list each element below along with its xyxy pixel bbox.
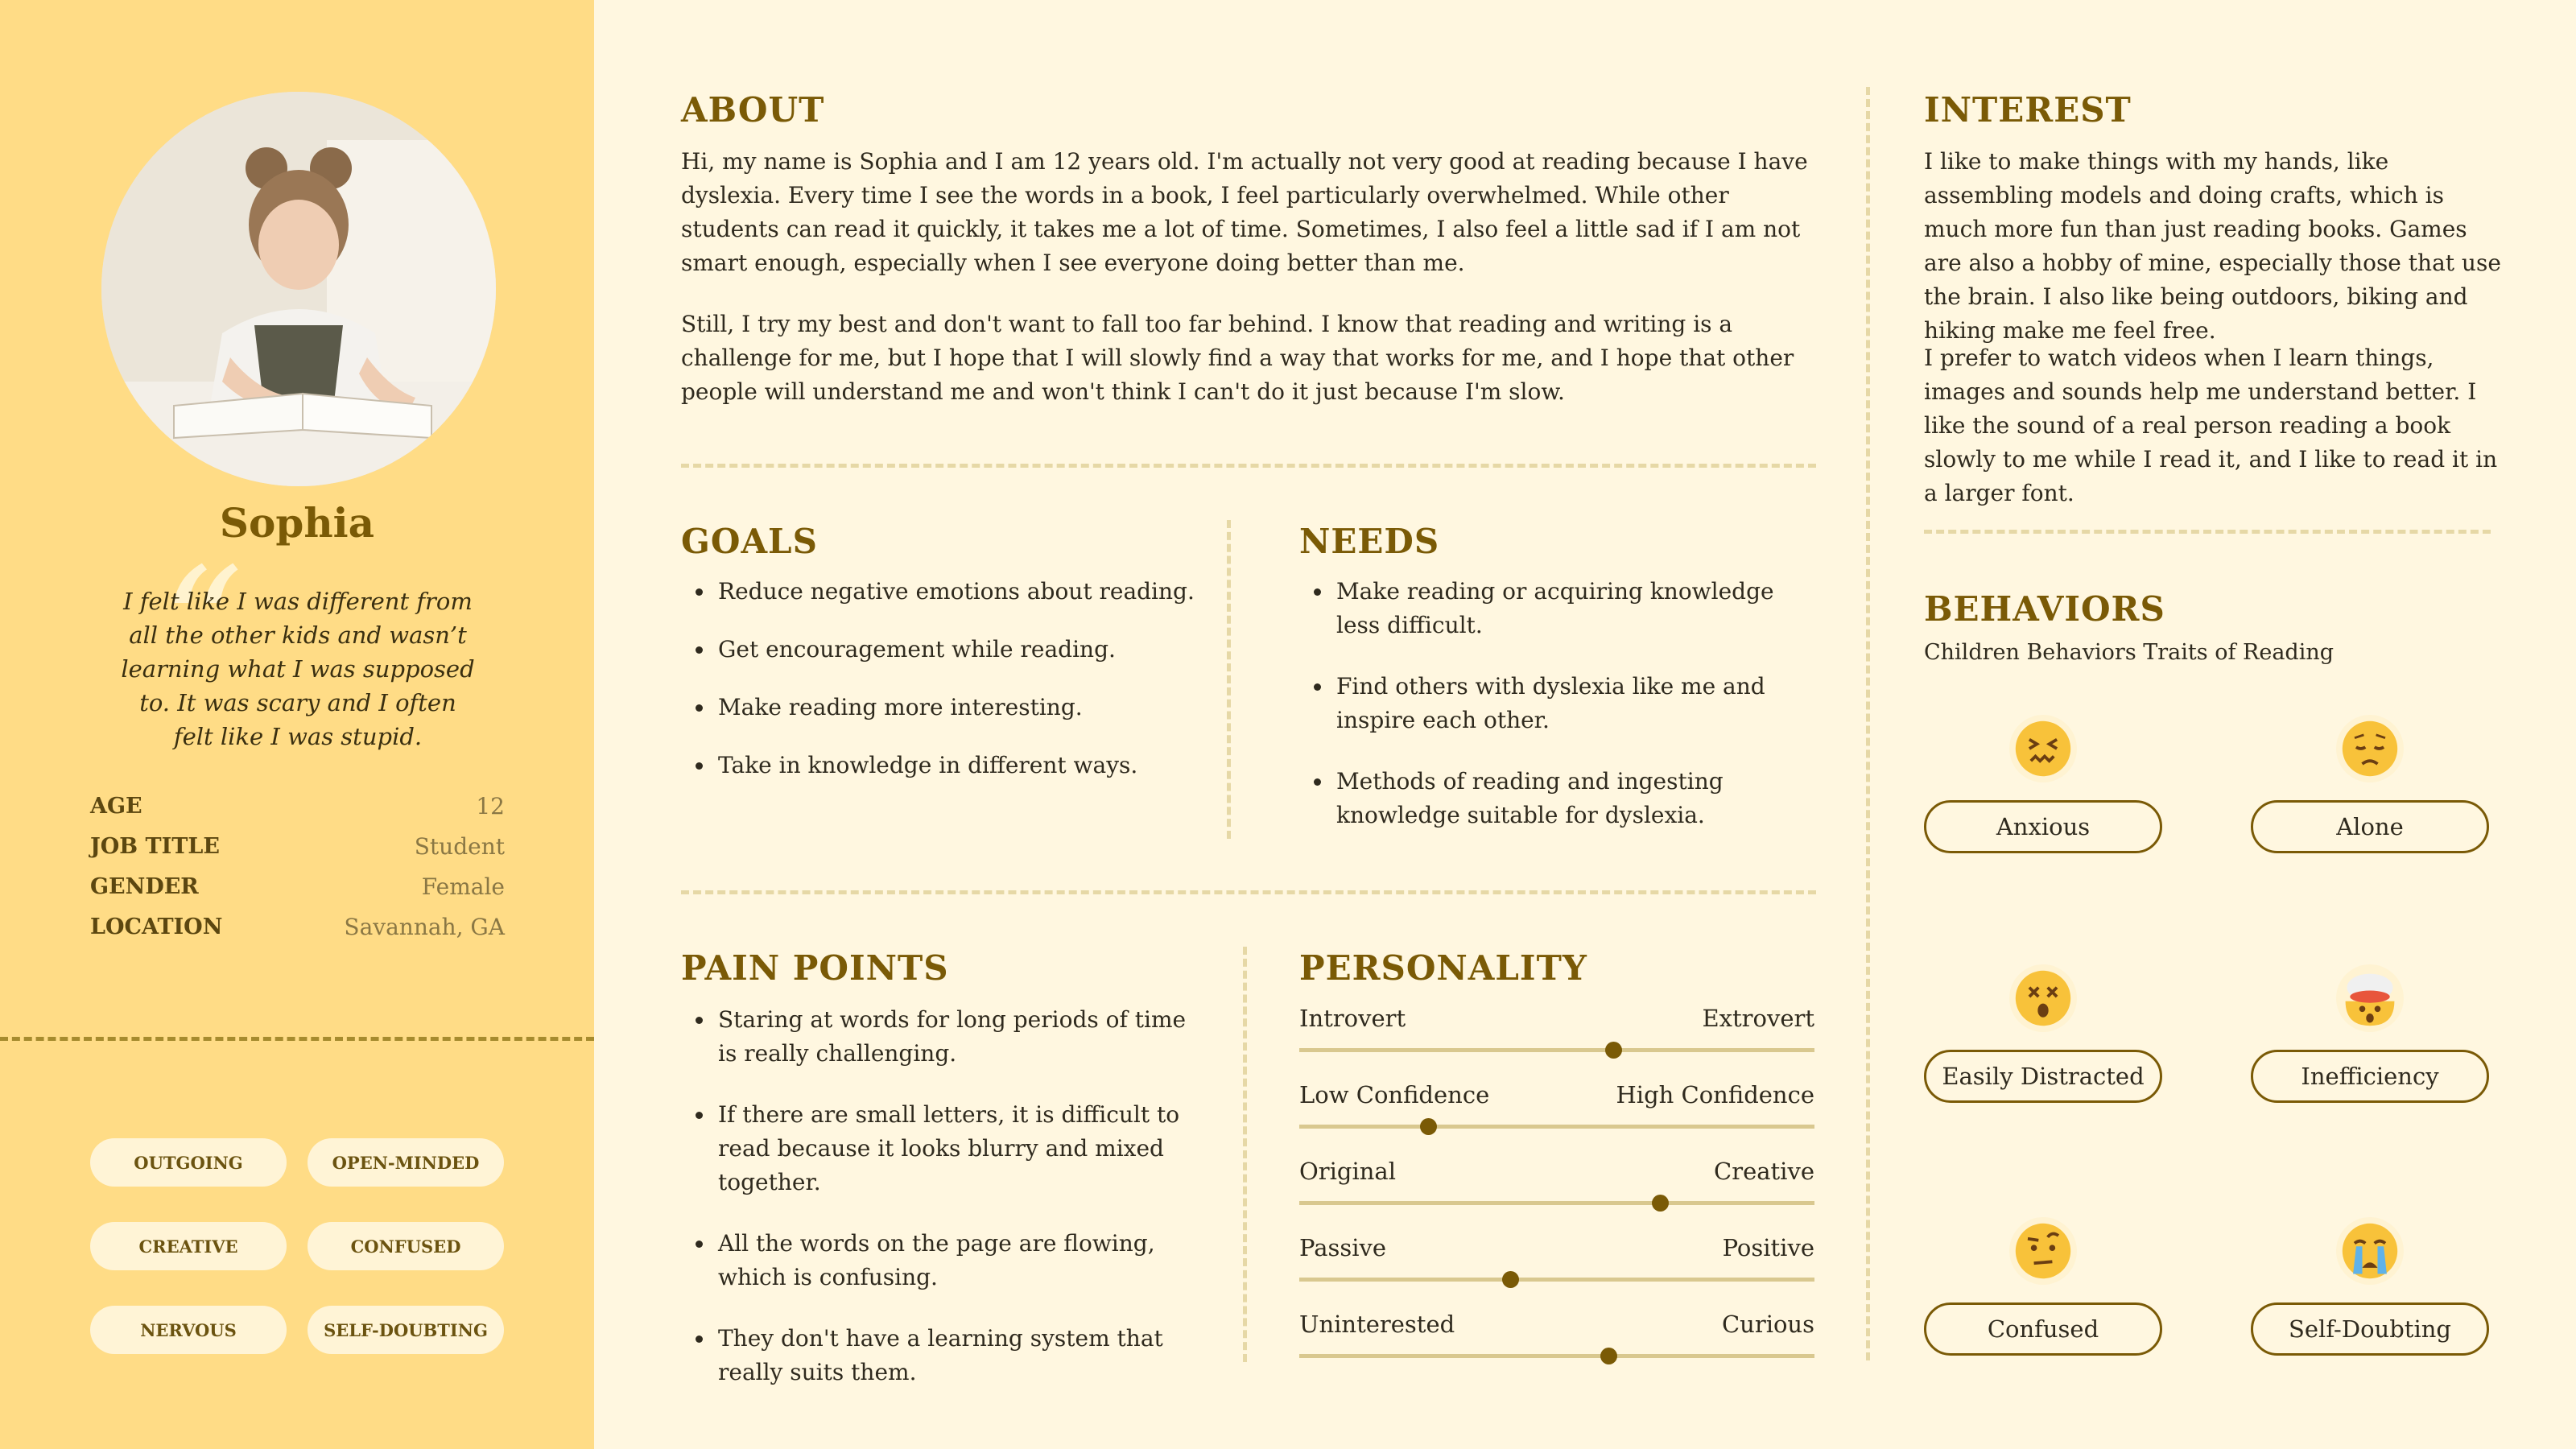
pain-point-item: All the words on the page are flowing, which is confusing.: [681, 1227, 1204, 1294]
pain-point-item: If there are small letters, it is difficult to read because it looks blurry and mixed together.: [681, 1098, 1204, 1199]
quote-mark-icon: “: [161, 534, 244, 721]
behavior-label: Inefficiency: [2251, 1050, 2489, 1103]
scale-track: [1299, 1278, 1814, 1282]
trait-chip: CREATIVE: [90, 1222, 287, 1270]
behavior-confused: [1924, 1217, 2162, 1356]
column-divider: [1866, 87, 1870, 1360]
scale-left-label: Passive: [1299, 1234, 1387, 1261]
goal-item: Make reading more interesting.: [681, 691, 1196, 724]
info-label: AGE: [90, 793, 142, 819]
profile-photo: [101, 92, 496, 486]
needs-heading: NEEDS: [1299, 522, 1440, 561]
raised-eyebrow-face-icon: [2009, 1217, 2077, 1285]
section-divider: [681, 464, 1816, 468]
personality-scale-passive-positive: [1299, 1234, 1814, 1298]
scale-knob: [1420, 1118, 1437, 1135]
scale-left-label: Low Confidence: [1299, 1081, 1490, 1108]
scale-right-label: Curious: [1721, 1311, 1814, 1338]
behavior-label: Easily Distracted: [1924, 1050, 2162, 1103]
scale-track: [1299, 1125, 1814, 1129]
behavior-label: Confused: [1924, 1302, 2162, 1356]
about-paragraph-1: Hi, my name is Sophia and I am 12 years old. I'm actually not very good at reading because I have dyslexia. Every time I see the words in a book, I feel particularly overwhelmed. While other students can read it quickly, it takes me a lot of time. Sometimes, I also feel a little sad if I am not smart enough, especially when I see everyone doing better than me.: [681, 148, 1808, 276]
pain-points-list: [681, 1003, 1204, 1389]
section-divider: [1924, 530, 2491, 534]
scale-right-label: High Confidence: [1616, 1081, 1814, 1108]
goals-list: [681, 575, 1196, 782]
pain-point-item: They don't have a learning system that really suits them.: [681, 1322, 1204, 1389]
need-item: Methods of reading and ingesting knowledge suitable for dyslexia.: [1299, 765, 1823, 832]
section-divider: [681, 890, 1816, 894]
scale-knob: [1652, 1195, 1669, 1212]
personality-scale-introvert-extrovert: [1299, 1005, 1814, 1069]
pain-point-item: Staring at words for long periods of time is really challenging.: [681, 1003, 1204, 1071]
info-label: GENDER: [90, 873, 199, 899]
needs-list: [1299, 575, 1823, 832]
scale-knob: [1502, 1271, 1519, 1288]
info-value: Savannah, GA: [344, 913, 505, 940]
info-value: Student: [414, 832, 505, 860]
scale-track: [1299, 1201, 1814, 1205]
anxious-face-icon: [2009, 715, 2077, 782]
dizzy-face-icon: [2009, 964, 2077, 1032]
sad-face-icon: [2336, 715, 2404, 782]
trait-chip: SELF-DOUBTING: [308, 1306, 504, 1354]
behaviors-subtitle: Children Behaviors Traits of Reading: [1924, 640, 2334, 665]
about-heading: ABOUT: [681, 90, 825, 130]
info-row-gender: [90, 866, 505, 906]
persona-name: Sophia: [219, 499, 375, 547]
goals-heading: GOALS: [681, 522, 818, 561]
trait-chip: CONFUSED: [308, 1222, 504, 1270]
personality-heading: PERSONALITY: [1299, 948, 1587, 988]
behavior-label: Anxious: [1924, 800, 2162, 853]
personality-scale-confidence: [1299, 1081, 1814, 1146]
interest-heading: INTEREST: [1924, 90, 2132, 130]
interest-paragraph-2: I prefer to watch videos when I learn things, images and sounds help me understand better. I like the sound of a real person reading a book slowly to me while I read it, and I like to read it in a larger font.: [1924, 345, 2498, 506]
behavior-self-doubting: [2251, 1217, 2489, 1356]
profile-sidebar: [0, 0, 594, 1449]
scale-left-label: Original: [1299, 1158, 1396, 1185]
interest-paragraph-1: I like to make things with my hands, like assembling models and doing crafts, which is much more fun than just reading books. Games are also a hobby of mine, especially those that use the brain. I also like being outdoors, biking and hiking make me feel free.: [1924, 148, 2501, 344]
crying-face-icon: [2336, 1217, 2404, 1285]
need-item: Find others with dyslexia like me and inspire each other.: [1299, 670, 1823, 737]
personality-scale-original-creative: [1299, 1158, 1814, 1222]
info-row-age: [90, 786, 505, 826]
goal-item: Take in knowledge in different ways.: [681, 749, 1196, 782]
behavior-easily-distracted: [1924, 964, 2162, 1103]
scale-right-label: Extrovert: [1702, 1005, 1814, 1032]
trait-chips: [90, 1138, 507, 1354]
scale-left-label: Uninterested: [1299, 1311, 1455, 1338]
behavior-anxious: [1924, 715, 2162, 853]
goal-item: Reduce negative emotions about reading.: [681, 575, 1196, 609]
scale-right-label: Positive: [1722, 1234, 1814, 1261]
personality-scale-uninterested-curious: [1299, 1311, 1814, 1375]
pain-points-heading: PAIN POINTS: [681, 948, 949, 988]
trait-chip: NERVOUS: [90, 1306, 287, 1354]
scale-knob: [1605, 1042, 1622, 1059]
behaviors-heading: BEHAVIORS: [1924, 589, 2165, 629]
info-value: Female: [421, 873, 505, 900]
goal-item: Get encouragement while reading.: [681, 633, 1196, 667]
trait-chip: OPEN-MINDED: [308, 1138, 504, 1187]
behavior-label: Self-Doubting: [2251, 1302, 2489, 1356]
behavior-alone: [2251, 715, 2489, 853]
behavior-label: Alone: [2251, 800, 2489, 853]
persona-quote: I felt like I was different from all the other kids and wasn’t learning what I was supposed to. It was scary and I often felt like I was stupid.: [121, 588, 475, 750]
scale-knob: [1600, 1348, 1617, 1364]
scale-track: [1299, 1354, 1814, 1358]
trait-chip: OUTGOING: [90, 1138, 287, 1187]
info-row-job-title: [90, 826, 505, 866]
exploding-head-icon: [2336, 964, 2404, 1032]
info-label: LOCATION: [90, 914, 223, 939]
behavior-inefficiency: [2251, 964, 2489, 1103]
scale-track: [1299, 1048, 1814, 1052]
column-divider: [1227, 520, 1231, 839]
info-label: JOB TITLE: [90, 833, 220, 859]
scale-left-label: Introvert: [1299, 1005, 1406, 1032]
info-row-location: [90, 906, 505, 947]
girl-reading-illustration: [101, 92, 496, 486]
scale-right-label: Creative: [1714, 1158, 1814, 1185]
sidebar-divider: [0, 1037, 594, 1041]
persona-info: [90, 786, 505, 947]
column-divider: [1243, 947, 1247, 1362]
about-paragraph-2: Still, I try my best and don't want to fall too far behind. I know that reading and writing is a challenge for me, but I hope that I will slowly find a way that works for me, and I hope that other people will understand me and won't think I can't do it just because I'm slow.: [681, 311, 1794, 405]
need-item: Make reading or acquiring knowledge less difficult.: [1299, 575, 1823, 642]
info-value: 12: [476, 792, 505, 819]
